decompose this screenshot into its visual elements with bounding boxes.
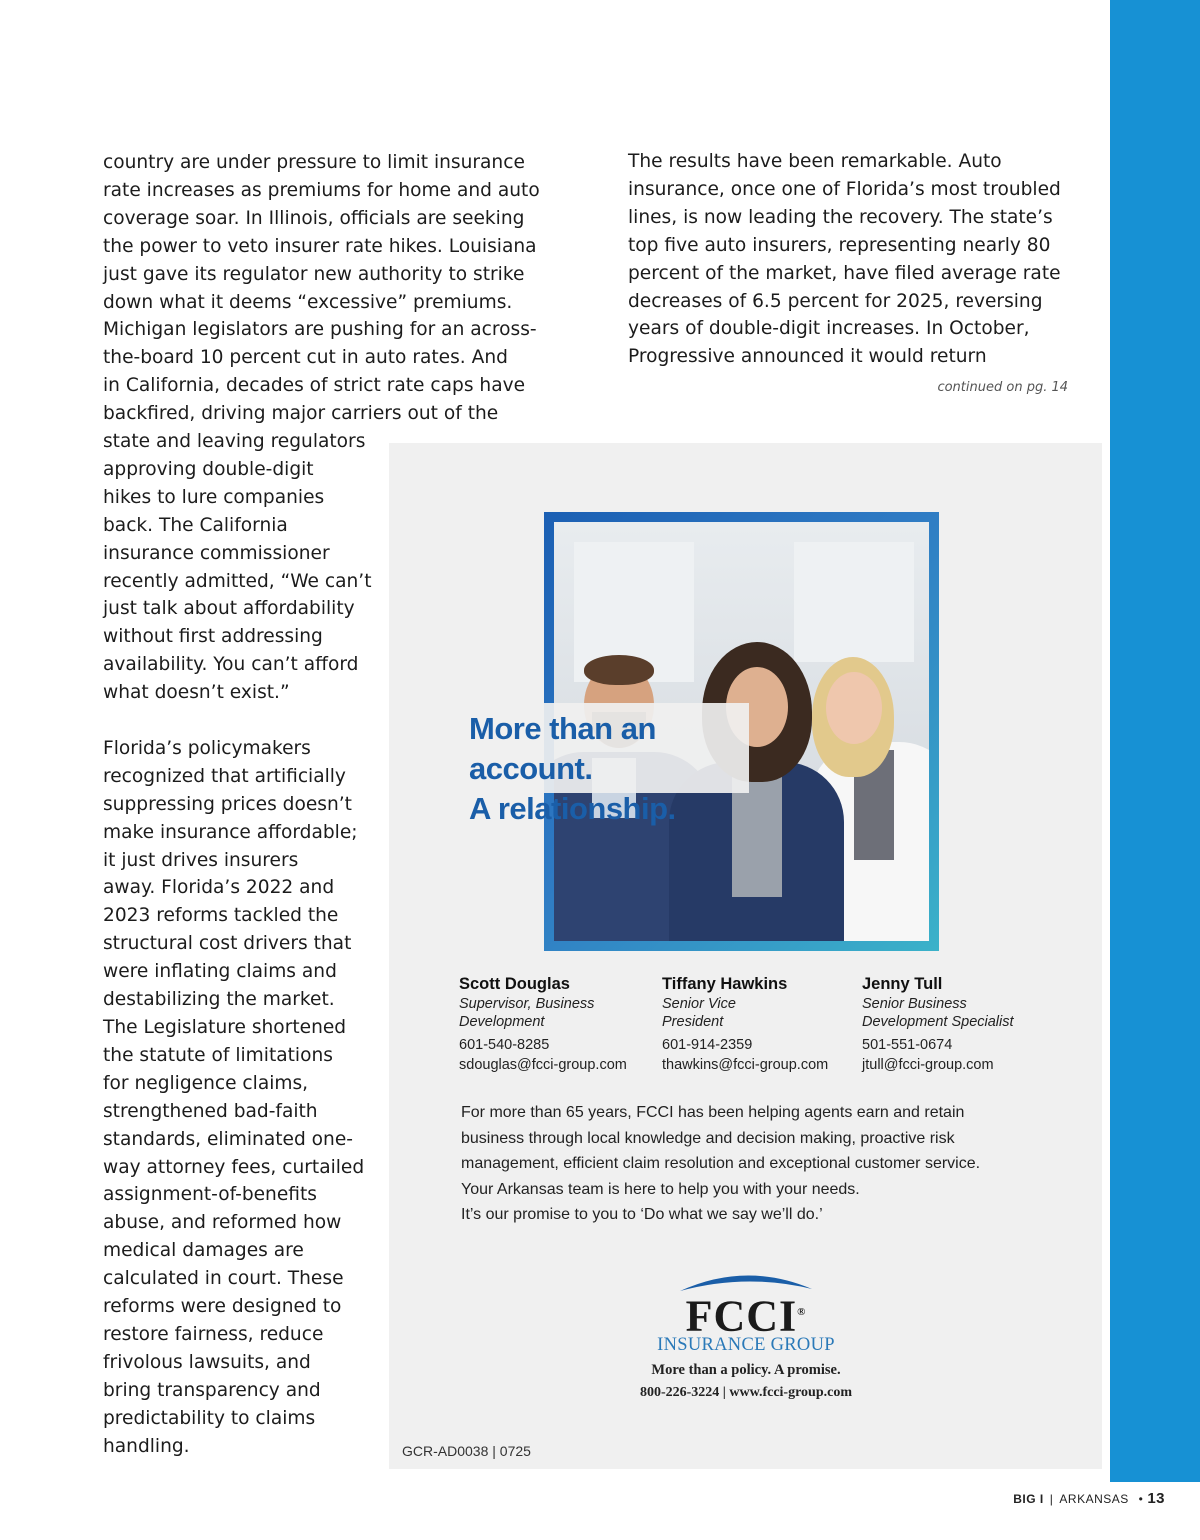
contact-email[interactable]: thawkins@fcci-group.com — [662, 1057, 829, 1073]
text-line: in California, decades of strict rate caps have — [103, 375, 526, 397]
text-line: back. The California — [103, 514, 288, 536]
text-line: the-board 10 percent cut in auto rates. And — [103, 347, 508, 369]
text-line: backfired, driving major carriers out of the — [103, 403, 499, 425]
text-line: predictability to claims — [103, 1407, 316, 1429]
text-line: top five auto insurers, representing nearly 80 — [628, 234, 1051, 256]
text-line: years of double-digit increases. In October, — [628, 318, 1030, 340]
text-line: standards, eliminated one- — [103, 1128, 353, 1150]
text-line: down what it deems “excessive” premiums. — [103, 291, 513, 313]
text-line: structural cost drivers that — [103, 933, 352, 955]
text-line: The results have been remarkable. Auto — [628, 151, 1002, 172]
article-paragraph — [628, 148, 1078, 371]
side-accent-bar — [1110, 0, 1200, 1482]
text-line: calculated in court. These — [103, 1268, 344, 1290]
text-line: country are under pressure to limit insurance — [103, 152, 525, 173]
text-line: lines, is now leading the recovery. The state’s — [628, 206, 1053, 228]
ad-description — [461, 1100, 1061, 1228]
text-line: it just drives insurers — [103, 849, 299, 871]
contact-phone: 501-551-0674 — [862, 1037, 953, 1053]
contact-card — [862, 973, 1032, 1075]
text-line: The Legislature shortened — [103, 1017, 347, 1039]
text-line: recently admitted, “We can’t — [103, 570, 372, 592]
article-column-left-top — [103, 149, 553, 428]
text-line: away. Florida’s 2022 and — [103, 877, 335, 899]
text-line: strengthened bad-faith — [103, 1100, 318, 1122]
text-line: way attorney fees, curtailed — [103, 1156, 365, 1178]
contact-phone: 601-914-2359 — [662, 1037, 753, 1053]
text-line: destabilizing the market. — [103, 989, 335, 1011]
contact-title: Supervisor, Business Development — [459, 996, 595, 1030]
contact-phone: 601-540-8285 — [459, 1037, 550, 1053]
text-line: for negligence claims, — [103, 1072, 309, 1094]
text-line: approving double-digit — [103, 458, 314, 480]
text-line: Michigan legislators are pushing for an across- — [103, 319, 537, 341]
text-line: what doesn’t exist.” — [103, 682, 290, 704]
article-paragraph — [103, 428, 381, 707]
text-line: medical damages are — [103, 1240, 304, 1262]
fcci-logo — [621, 1269, 871, 1419]
text-line: just talk about affordability — [103, 598, 355, 620]
text-line: were inflating claims and — [103, 961, 337, 983]
page-number: 13 — [1147, 1490, 1165, 1507]
logo-wordmark: FCCI® — [685, 1291, 807, 1341]
text-line: coverage soar. In Illinois, officials are seeking — [103, 207, 525, 229]
fcci-advertisement — [389, 443, 1102, 1469]
text-line: frivolous lawsuits, and — [103, 1351, 311, 1373]
text-line: handling. — [103, 1435, 190, 1457]
article-paragraph — [103, 735, 381, 1461]
text-line: management, efficient claim resolution and exceptional customer service. — [461, 1155, 981, 1172]
text-line: rate increases as premiums for home and auto — [103, 179, 540, 201]
contact-card — [662, 973, 828, 1075]
contact-name: Scott Douglas — [459, 975, 570, 993]
text-line: 2023 reforms tackled the — [103, 905, 339, 927]
text-line: just gave its regulator new authority to strike — [103, 263, 525, 285]
tagline-box — [457, 703, 749, 826]
contact-title: Senior Business Development Specialist — [862, 996, 1014, 1030]
text-line: Your Arkansas team is here to help you with your needs. — [461, 1180, 860, 1198]
text-line: bring transparency and — [103, 1379, 321, 1401]
text-line: decreases of 6.5 percent for 2025, reversing — [628, 290, 1043, 312]
contact-email[interactable]: sdouglas@fcci-group.com — [459, 1057, 627, 1073]
logo-subtitle: INSURANCE GROUP — [657, 1335, 835, 1355]
contact-email[interactable]: jtull@fcci-group.com — [862, 1057, 994, 1073]
ad-code: GCR-AD0038 | 0725 — [402, 1443, 531, 1459]
article-column-right — [628, 148, 1078, 371]
text-line: without first addressing — [103, 626, 323, 648]
text-line: state and leaving regulators — [103, 431, 366, 452]
article-column-left-narrow — [103, 428, 381, 1461]
ad-tagline: More than an account. A relationship. — [469, 711, 676, 826]
logo-contact-line: 800-226-3224 | www.fcci-group.com — [639, 1385, 853, 1400]
text-line: business through local knowledge and decision making, proactive risk — [461, 1129, 955, 1147]
text-line: make insurance affordable; — [103, 821, 358, 843]
text-line: percent of the market, have filed average rate — [628, 262, 1061, 284]
text-line: the power to veto insurer rate hikes. Louisiana — [103, 235, 537, 257]
text-line: insurance, once one of Florida’s most troubled — [628, 178, 1061, 200]
contact-name: Tiffany Hawkins — [662, 975, 788, 993]
continued-note: continued on pg. 14 — [937, 380, 1068, 395]
contact-title: Senior Vice President — [662, 996, 736, 1030]
text-line: It’s our promise to you to ‘Do what we say we’ll do.’ — [461, 1206, 823, 1223]
page-footer — [1013, 1490, 1165, 1507]
footer-bullet: • — [1138, 1492, 1144, 1506]
text-line: recognized that artificially — [103, 765, 346, 787]
contact-name: Jenny Tull — [862, 975, 943, 993]
article-paragraph — [103, 149, 553, 428]
logo-promise: More than a policy. A promise. — [651, 1362, 841, 1378]
text-line: Florida’s policymakers — [103, 737, 311, 759]
text-line: suppressing prices doesn’t — [103, 793, 352, 815]
text-line: insurance commissioner — [103, 542, 330, 564]
text-line: the statute of limitations — [103, 1044, 333, 1066]
contact-card — [459, 973, 629, 1075]
text-line: assignment-of-benefits — [103, 1184, 317, 1206]
text-line: availability. You can’t afford — [103, 654, 359, 676]
text-line: Progressive announced it would return — [628, 346, 987, 368]
text-line: reforms were designed to — [103, 1296, 342, 1318]
footer-separator: | — [1049, 1492, 1054, 1506]
footer-section: ARKANSAS — [1059, 1492, 1129, 1506]
text-line: abuse, and reformed how — [103, 1212, 342, 1234]
text-line: For more than 65 years, FCCI has been helping agents earn and retain — [461, 1104, 965, 1121]
footer-brand: BIG I — [1013, 1492, 1044, 1506]
text-line: hikes to lure companies — [103, 486, 325, 508]
text-line: restore fairness, reduce — [103, 1323, 324, 1345]
